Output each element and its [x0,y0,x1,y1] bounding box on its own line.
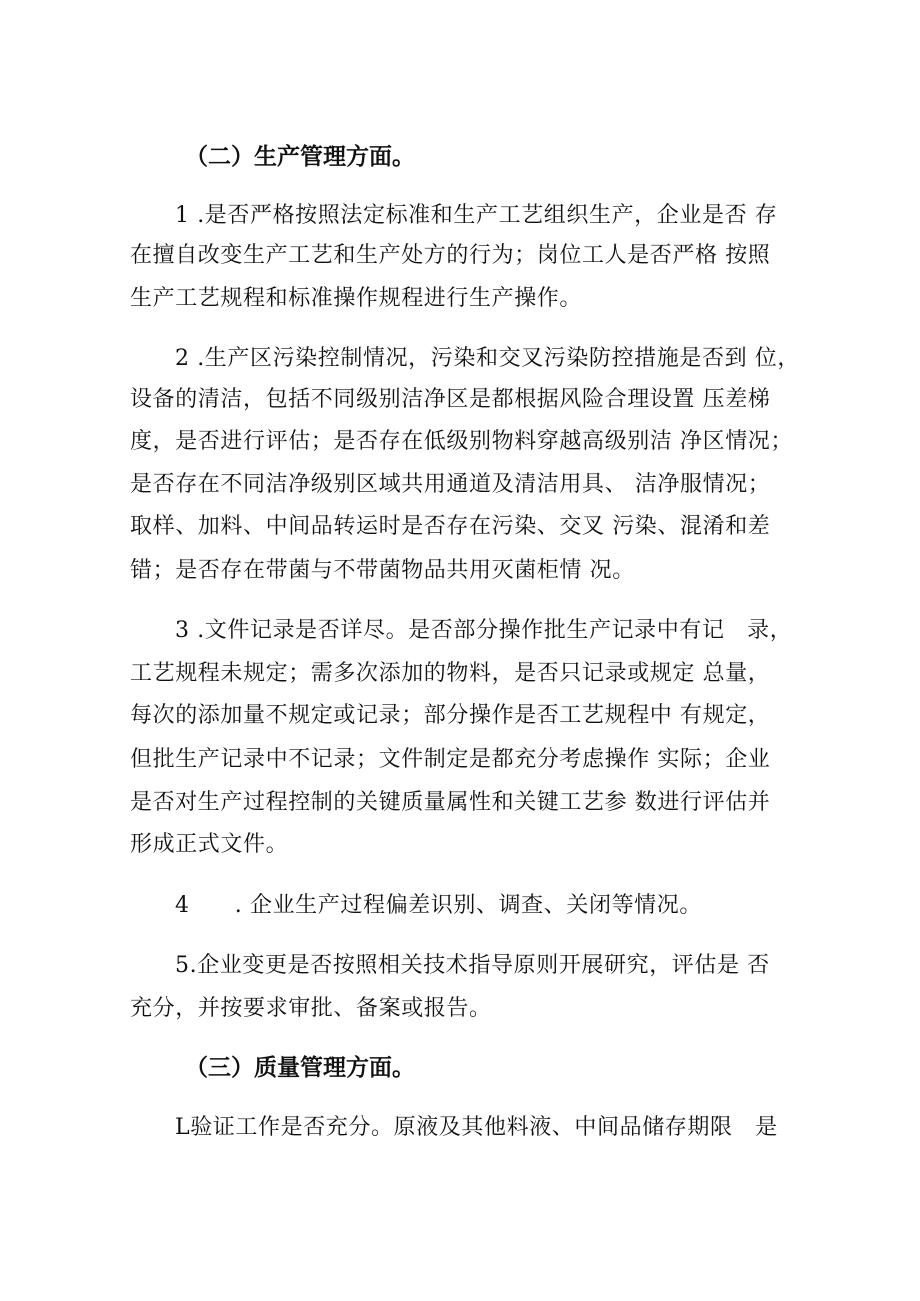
section-heading-production: （二）生产管理方面。 [185,143,415,170]
item3-line-1: 3 .文件记录是否详尽。是否部分操作批生产记录中有记 录， [175,618,793,643]
item3-line-4: 但批生产记录中不记录；文件制定是都充分考虑操作 实际；企业 [130,747,771,772]
item1-line-2: 在擅自改变生产工艺和生产处方的行为；岗位工人是否严格 按照 [130,243,771,268]
item3-line-2: 工艺规程未规定；需多次添加的物料，是否只记录或规定 总量， [130,661,771,686]
item4-line-1: 4 . 企业生产过程偏差识别、调查、关闭等情况。 [175,893,702,918]
item2-line-5: 取样、加料、中间品转运时是否存在污染、交叉 污染、混淆和差 [130,514,771,539]
item1-line-1: 1 .是否严格按照法定标准和生产工艺组织生产，企业是否 存 [175,203,778,228]
item2-line-3: 度，是否进行评估；是否存在低级别物料穿越高级别洁 净区情况； [130,429,793,454]
item3-line-5: 是否对生产过程控制的关键质量属性和关键工艺参 数进行评估并 [130,790,771,815]
item3-line-3: 每次的添加量不规定或记录；部分操作是否工艺规程中 有规定， [130,703,771,728]
item3-line-6: 形成正式文件。 [130,832,289,857]
item2-line-2: 设备的清洁，包括不同级别洁净区是都根据风险合理设置 压差梯 [130,387,771,412]
item1-line-3: 生产工艺规程和标准操作规程进行生产操作。 [130,286,583,311]
quality-item1-line-1: L验证工作是否充分。原液及其他料液、中间品储存期限 是 [175,1115,778,1140]
item2-line-4: 是否存在不同洁净级别区域共用通道及清洁用具、 洁净服情况； [130,472,771,497]
item2-line-1: 2 .生产区污染控制情况，污染和交叉污染防控措施是否到 位， [175,346,800,371]
item2-line-6: 错；是否存在带菌与不带菌物品共用灭菌柜情 况。 [130,558,635,583]
section-heading-quality: （三）质量管理方面。 [185,1054,415,1081]
item5-line-2: 充分，并按要求审批、备案或报告。 [130,996,492,1021]
item5-line-1: 5.企业变更是否按照相关技术指导原则开展研究，评估是 否 [175,953,770,978]
